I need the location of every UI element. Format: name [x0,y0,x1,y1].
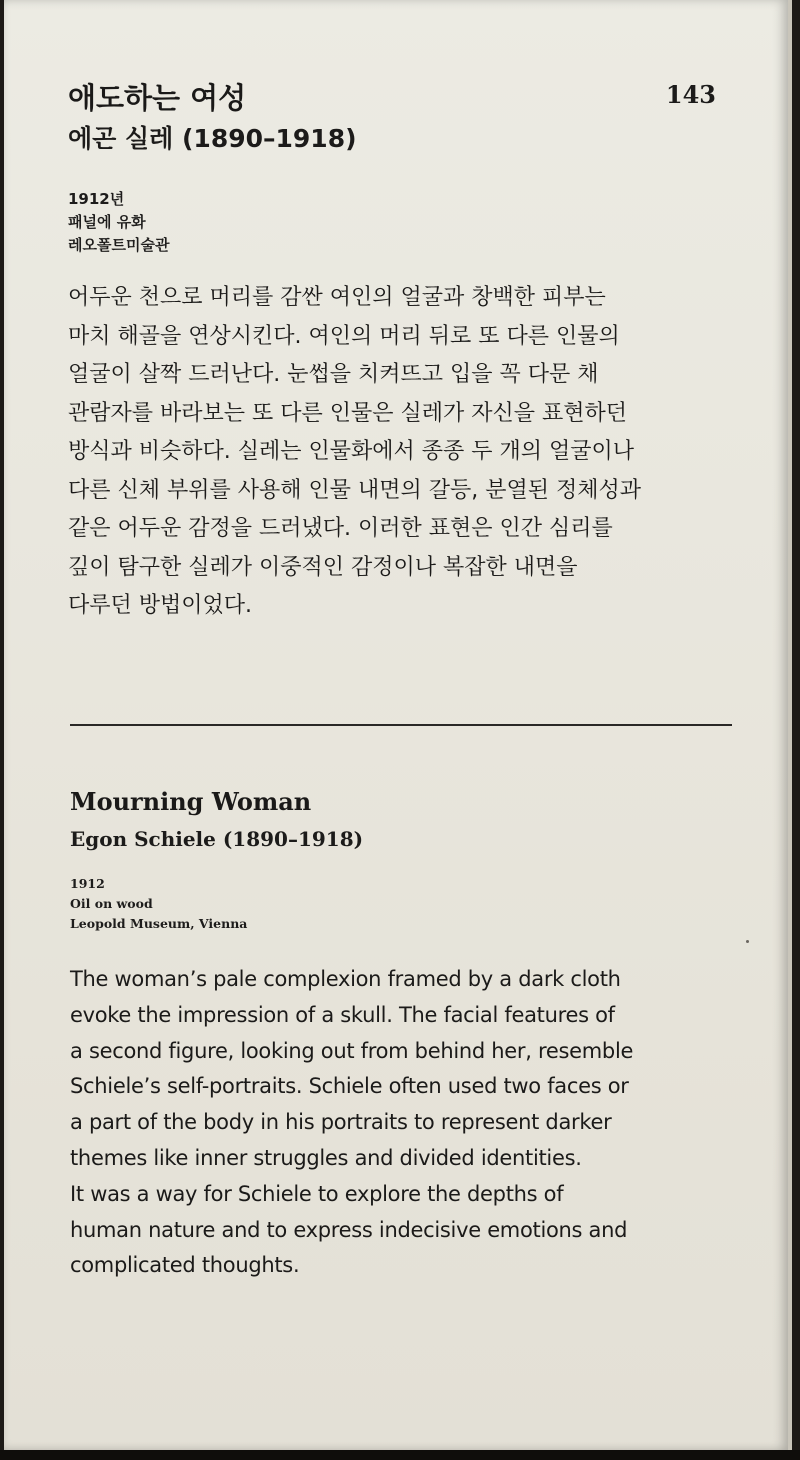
english-collection: Leopold Museum, Vienna [70,916,248,931]
english-description-line: evoke the impression of a skull. The facial features of [70,1002,615,1027]
korean-description [68,279,732,626]
korean-description-line: 방식과 비슷하다. 실레는 인물화에서 종종 두 개의 얼굴이나 [68,439,634,464]
english-title: Mourning Woman [70,787,312,816]
korean-description-line: 다른 신체 부위를 사용해 인물 내면의 갈등, 분열된 정체성과 [68,477,641,503]
korean-description-line: 마치 해골을 연상시킨다. 여인의 머리 뒤로 또 다른 인물의 [68,323,620,349]
english-artist: Egon Schiele (1890–1918) [70,827,364,851]
english-description-line: human nature and to express indecisive emotions and [70,1217,628,1242]
korean-description-line: 다루던 방법이었다. [68,593,253,618]
english-description [70,962,734,1284]
label-number: 143 [665,80,716,109]
english-section [70,784,734,1284]
wall-edge [0,1450,800,1460]
korean-description-line: 어두운 천으로 머리를 감싼 여인의 얼굴과 창백한 피부는 [68,285,606,310]
korean-description-line: 얼굴이 살짝 드러난다. 눈썹을 치켜뜨고 입을 꼭 다문 채 [68,362,599,387]
english-description-line: It was a way for Schiele to explore the depths of [70,1181,564,1206]
korean-description-line: 관람자를 바라보는 또 다른 인물은 실레가 자신을 표현하던 [68,400,628,426]
korean-description-line: 같은 어두운 감정을 드러냈다. 이러한 표현은 인간 심리를 [68,516,613,541]
korean-section [68,78,732,626]
korean-artist: 에곤 실레 (1890–1918) [68,124,357,153]
korean-collection: 레오폴트미술관 [68,236,170,254]
section-divider [70,724,732,726]
english-description-line: themes like inner struggles and divided identities. [70,1145,582,1170]
korean-medium: 패널에 유화 [68,213,146,231]
korean-metadata [68,188,732,257]
english-year: 1912 [70,876,105,891]
korean-title: 애도하는 여성 [68,81,247,115]
korean-year: 1912년 [68,190,125,208]
museum-label-card [4,0,792,1452]
english-description-line: The woman’s pale complexion framed by a dark cloth [70,967,621,991]
english-medium: Oil on wood [70,896,153,911]
english-description-line: complicated thoughts. [70,1253,300,1278]
english-description-line: Schiele’s self-portraits. Schiele often used two faces or [70,1074,629,1099]
english-metadata [70,874,734,934]
dust-speck [746,940,749,943]
english-description-line: a second figure, looking out from behind her, resemble [70,1038,634,1063]
english-description-line: a part of the body in his portraits to represent darker [70,1110,612,1135]
korean-description-line: 깊이 탐구한 실레가 이중적인 감정이나 복잡한 내면을 [68,554,578,580]
